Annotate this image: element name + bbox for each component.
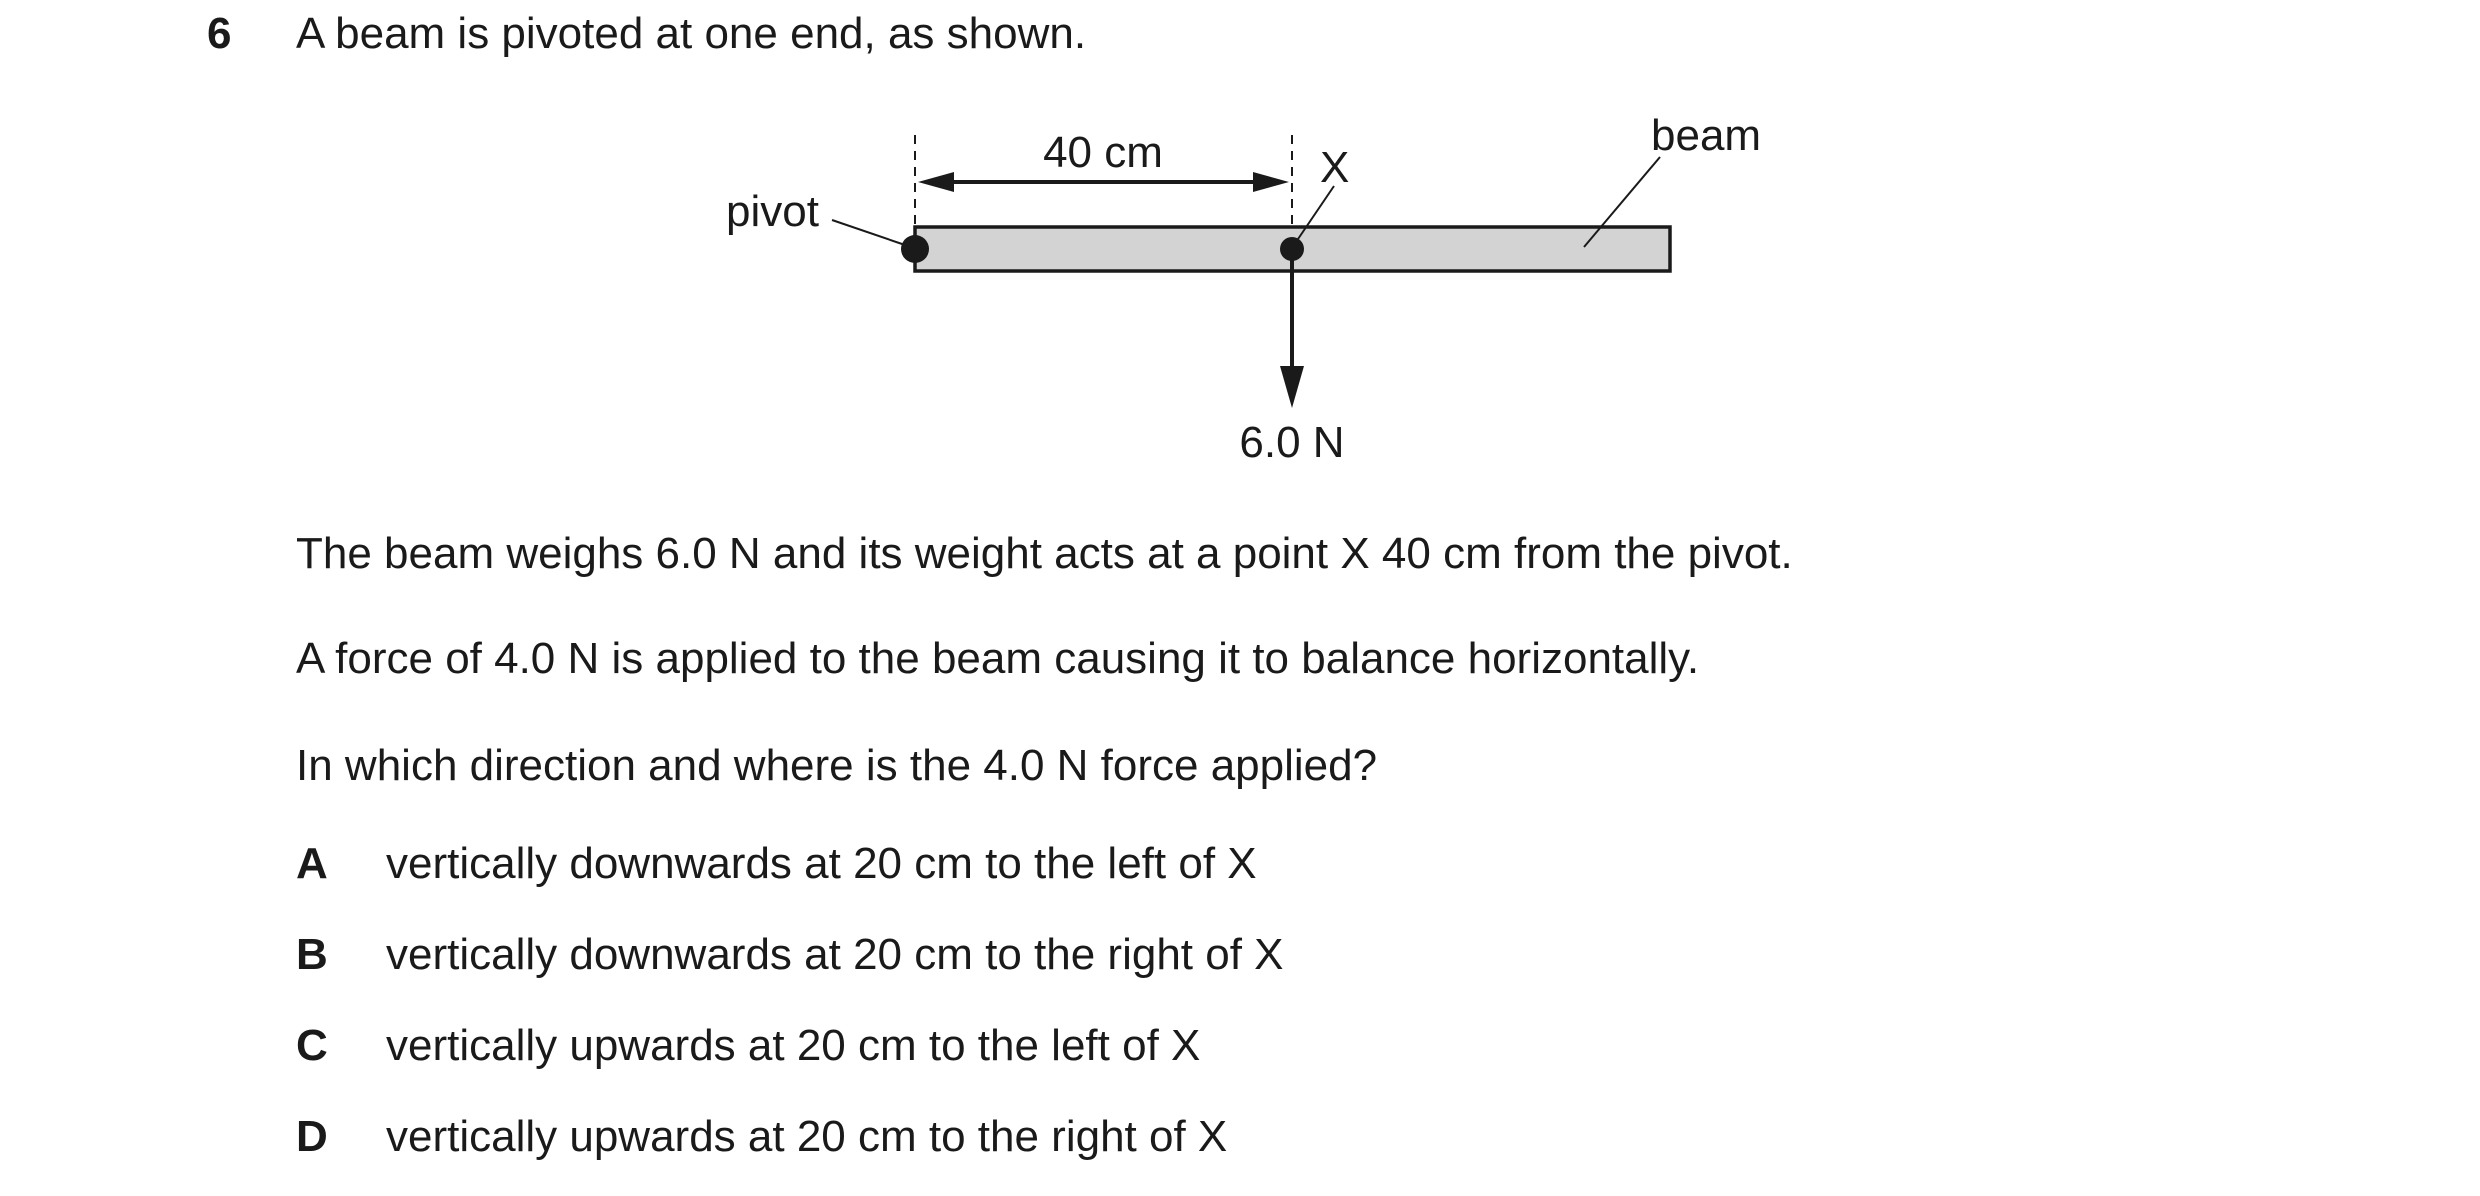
option-d-letter: D [296, 1112, 328, 1161]
force-label: 6.0 N [1239, 418, 1345, 467]
option-b-letter: B [296, 930, 328, 979]
beam-diagram [0, 0, 2480, 500]
pivot-leader-line [832, 220, 905, 245]
option-c-text: vertically upwards at 20 cm to the left of X [386, 1021, 1201, 1070]
question-intro: A beam is pivoted at one end, as shown. [296, 9, 1087, 58]
weight-arrowhead [1280, 366, 1304, 408]
option-b-text: vertically downwards at 20 cm to the right of X [386, 930, 1284, 979]
distance-arrowhead-right [1253, 172, 1289, 192]
option-a-text: vertically downwards at 20 cm to the left of X [386, 839, 1257, 888]
pivot-label: pivot [726, 187, 819, 236]
paragraph-2: A force of 4.0 N is applied to the beam causing it to balance horizontally. [296, 634, 1700, 683]
distance-arrowhead-left [918, 172, 954, 192]
pivot-point [901, 235, 929, 263]
option-a-letter: A [296, 839, 328, 888]
paragraph-1: The beam weighs 6.0 N and its weight acts at a point X 40 cm from the pivot. [296, 529, 1793, 578]
distance-label: 40 cm [1043, 128, 1163, 177]
question-number: 6 [207, 9, 232, 58]
option-c-letter: C [296, 1021, 328, 1070]
option-d-text: vertically upwards at 20 cm to the right of X [386, 1112, 1228, 1161]
paragraph-3: In which direction and where is the 4.0 N force applied? [296, 741, 1378, 790]
beam-label: beam [1651, 111, 1762, 160]
x-label: X [1320, 143, 1350, 192]
